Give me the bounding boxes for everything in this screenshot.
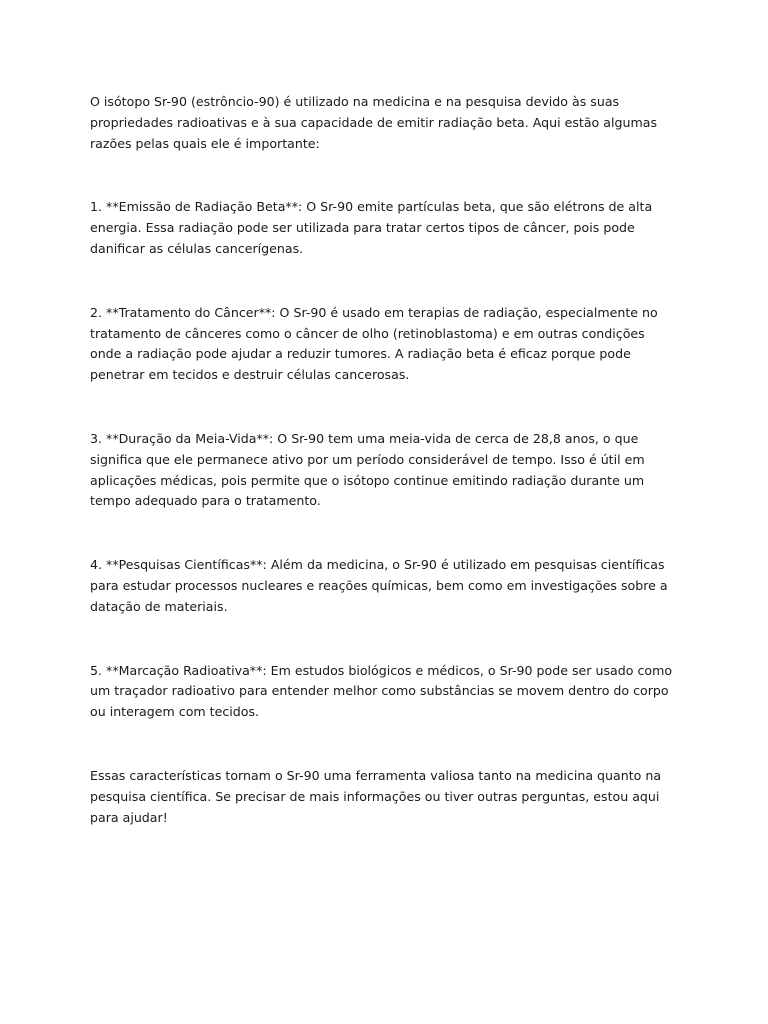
list-item-4: 4. **Pesquisas Científicas**: Além da medicina, o Sr-90 é utilizado em pesquisas científicas para estudar processos nucleares e reações químicas, bem como em investigações sobre a datação de materiais. [90,557,668,614]
list-item-5: 5. **Marcação Radioativa**: Em estudos biológicos e médicos, o Sr-90 pode ser usado como um traçador radioativo para entender melhor como substâncias se movem dentro do corpo ou interagem com tecidos. [90,662,673,720]
document-body [90,92,680,871]
intro-paragraph: O isótopo Sr-90 (estrôncio-90) é utilizado na medicina e na pesquisa devido às suas propriedades radioativas e à sua capacidade de emitir radiação beta. Aqui estão algumas razões pelas quais ele é importante: [90,94,658,151]
list-item-3: 3. **Duração da Meia-Vida**: O Sr-90 tem uma meia-vida de cerca de 28,8 anos, o que significa que ele permanece ativo por um período considerável de tempo. Isso é útil em aplicações médicas, pois permite que o isótopo continue emitindo radiação durante um tempo adequado para o tratamento. [90,430,645,509]
list-item-2: 2. **Tratamento do Câncer**: O Sr-90 é usado em terapias de radiação, especialmente no tratamento de cânceres como o câncer de olho (retinoblastoma) e em outras condições onde a radiação pode ajudar a reduzir tumores. A radiação beta é eficaz porque pode penetrar em tecidos e destruir células cancerosas. [90,304,658,383]
list-item-1: 1. **Emissão de Radiação Beta**: O Sr-90 emite partículas beta, que são elétrons de alta energia. Essa radiação pode ser utilizada para tratar certos tipos de câncer, pois pode danificar as células cancerígenas. [90,199,653,256]
conclusion-paragraph: Essas características tornam o Sr-90 uma ferramenta valiosa tanto na medicina quanto na pesquisa científica. Se precisar de mais informações ou tiver outras perguntas, estou aqui para ajudar! [90,767,662,825]
